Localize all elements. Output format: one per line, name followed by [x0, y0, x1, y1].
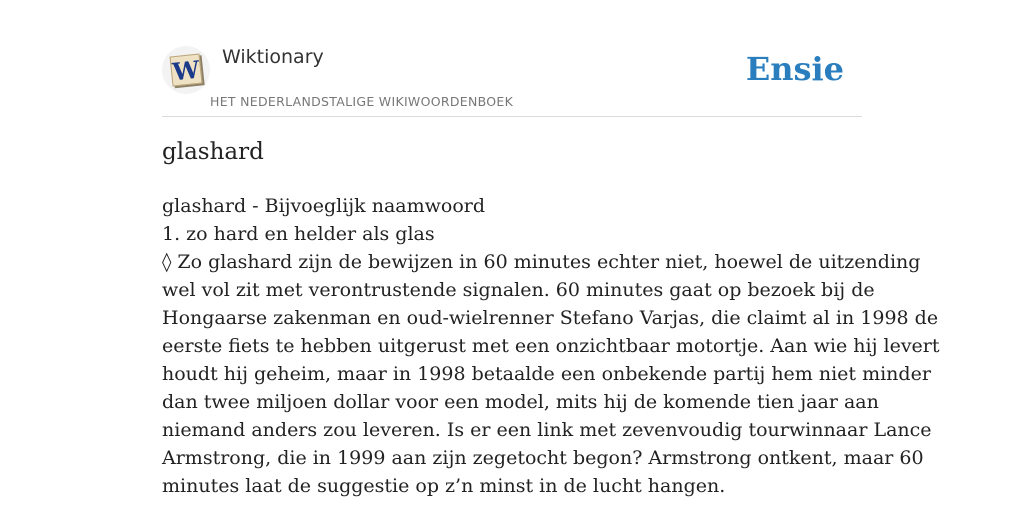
example-line: ◊ Zo glashard zijn de bewijzen in 60 minutes echter niet, hoewel de uitzending — [162, 251, 921, 273]
example-line: Armstrong, die in 1999 aan zijn zegetocht begon? Armstrong ontkent, maar 60 — [162, 447, 924, 469]
example-line: dan twee miljoen dollar voor een model, mits hij de komende tien jaar aan — [162, 391, 879, 413]
entry-definition-heading: glashard - Bijvoeglijk naamwoord — [162, 195, 486, 217]
example-line: wel vol zit met verontrustende signalen. 60 minutes gaat op bezoek bij de — [162, 279, 875, 301]
logo-tile: W — [171, 54, 201, 86]
entry-definition: 1. zo hard en helder als glas — [162, 223, 435, 245]
entry-content — [162, 192, 940, 500]
example-line: minutes laat de suggestie op z’n minst in de lucht hangen. — [162, 475, 726, 497]
example-line: eerste fiets te hebben uitgerust met een onzichtbaar motortje. Aan wie hij levert — [162, 335, 940, 357]
example-line: niemand anders zou leveren. Is er een link met zevenvoudig tourwinnaar Lance — [162, 419, 932, 441]
example-line: houdt hij geheim, maar in 1998 betaalde een onbekende partij hem niet minder — [162, 363, 931, 385]
site-header — [162, 0, 862, 117]
example-line: Hongaarse zakenman en oud-wielrenner Stefano Varjas, die claimt al in 1998 de — [162, 307, 939, 329]
site-name[interactable]: Wiktionary — [222, 46, 324, 68]
wiktionary-logo-icon[interactable] — [162, 46, 210, 94]
entry-title: glashard — [162, 139, 264, 165]
ensie-brand-link[interactable]: Ensie — [745, 50, 844, 88]
site-subtitle: HET NEDERLANDSTALIGE WIKIWOORDENBOEK — [210, 94, 514, 109]
